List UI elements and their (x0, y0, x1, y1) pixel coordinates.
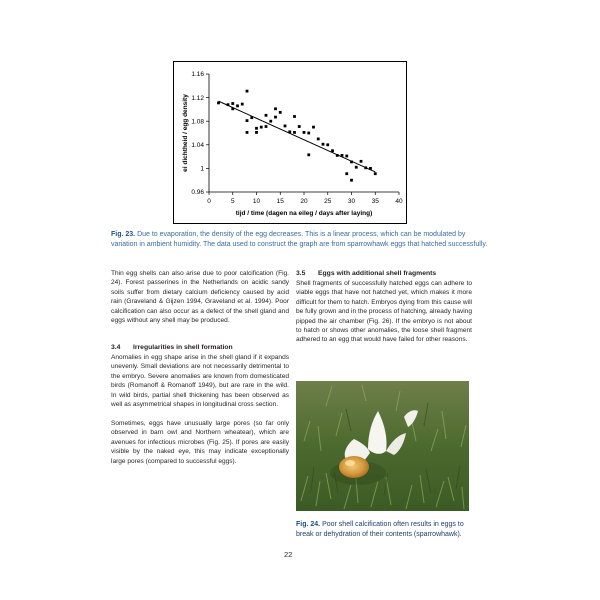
y-tick-label: 1.16 (191, 71, 204, 79)
data-point (317, 138, 320, 141)
data-point (374, 172, 377, 175)
data-point (231, 107, 234, 110)
data-point (274, 116, 277, 119)
figure-23-caption-text: Due to evaporation, the density of the egg decreases. This is a linear process, which can be modulated by variation in ambient humidity. The data used to construct the graph are from sparrowhawk eggs that hatched successfully. (111, 231, 488, 248)
data-point (255, 127, 258, 130)
data-point (355, 166, 358, 169)
data-point (331, 149, 334, 152)
data-point (265, 114, 268, 117)
figure-24-photo (296, 381, 469, 511)
x-tick-label: 30 (347, 198, 356, 205)
y-tick-label: 1 (200, 165, 204, 173)
data-point (260, 126, 263, 129)
data-point (312, 126, 315, 129)
data-point (322, 143, 325, 146)
page-number: 22 (284, 550, 293, 559)
density-scatter-plot (174, 62, 406, 223)
data-point (231, 102, 234, 105)
data-point (246, 131, 249, 134)
figure-23-chart (173, 61, 407, 224)
y-tick-label: 0.96 (191, 189, 204, 197)
data-point (284, 125, 287, 128)
y-tick-label: 1.08 (191, 118, 204, 126)
data-point (345, 155, 348, 158)
x-tick-label: 40 (395, 198, 403, 205)
data-point (274, 107, 277, 110)
data-point (269, 120, 272, 123)
data-point (307, 153, 310, 156)
x-tick-label: 5 (230, 198, 235, 205)
data-point (241, 103, 244, 106)
data-point (293, 115, 296, 118)
col2-paragraph-1: Shell fragments of successfully hatched eggs can adhere to viable eggs that have not hatched yet, which makes it more difficult for them to hatch. Embryos dying from this cause will be fully grown and in the process of hatching, already having pipped the air chamber (Fig. 26). If the embryo is not about to hatch or shows other anomalies, the loose shell fragment adhered to an egg that would have failed for other reasons. (296, 280, 472, 344)
figure-24-label: Fig. 24. (296, 521, 321, 528)
figure-23-caption (111, 230, 491, 250)
section-3-4-number: 3.4 (111, 344, 121, 351)
section-3-5-title: Eggs with additional shell fragments (318, 270, 437, 277)
data-point (360, 160, 363, 163)
section-3-5-heading (296, 269, 472, 278)
col1-paragraph-2: Anomalies in egg shape arise in the shell gland if it expands unevenly. Small deviations are not necessarily detrimental to the embryo. Severe anomalies are known from domesticated birds (Romanoff & Romanoff 1949), but are rare in the wild. In wild birds, partial shell thickening has been observed as well as asymmetrical shapes in longitudinal cross section. (111, 354, 289, 409)
x-tick-label: 0 (207, 198, 211, 205)
col1-paragraph-3: Sometimes, eggs have unusually large pores (so far only observed in barn owl and Northern wheatear), which are avenues for infectious microbes (Fig. 25). If pores are easily visible by the naked eye, this may indicate exceptionally large pores (compared to successful eggs). (111, 420, 289, 465)
data-point (236, 104, 239, 107)
data-point (345, 172, 348, 175)
section-3-4-heading (111, 343, 289, 352)
data-point (246, 90, 249, 93)
data-point (217, 102, 220, 105)
data-point (350, 161, 353, 164)
y-tick-label: 1.12 (191, 94, 204, 102)
x-tick-label: 10 (252, 198, 261, 205)
y-tick-label: 1.04 (191, 142, 204, 149)
data-point (350, 179, 353, 182)
x-axis-label: tijd / time (dagen na eileg / days after laying) (235, 210, 373, 217)
figure-24-caption-text: Poor shell calcification often results in eggs to break or dehydration of their contents (sparrowhawk). (296, 521, 464, 538)
data-point (307, 132, 310, 135)
figure-24-caption (296, 520, 474, 540)
broken-egg-on-grass-image (296, 381, 469, 511)
col1-paragraph-1: Thin egg shells can also arise due to poor calcification (Fig. 24). Forest passerines in the Netherlands on acidic sandy soils suffer from dietary calcium deficiency caused by acid rain (Graveland & Gijzen 1994, Graveland et al. 1994). Poor calcification can also occur as a defect of the shell gland and eggs without any shell may be produced. (111, 270, 289, 325)
data-point (288, 130, 291, 133)
data-point (326, 143, 329, 146)
data-point (246, 119, 249, 122)
y-axis-label: ei dichtheid / egg density (182, 94, 189, 172)
data-point (369, 167, 372, 170)
data-point (293, 131, 296, 134)
data-point (303, 131, 306, 134)
x-tick-label: 15 (276, 198, 284, 205)
data-point (341, 154, 344, 157)
data-point (298, 125, 301, 128)
data-point (364, 166, 367, 169)
section-3-4-title: Irregularities in shell formation (133, 344, 233, 351)
data-point (279, 111, 282, 114)
data-point (255, 131, 258, 134)
data-point (250, 116, 253, 119)
x-tick-label: 25 (324, 198, 332, 205)
data-point (227, 103, 230, 106)
figure-23-label: Fig. 23. (111, 231, 136, 238)
x-tick-label: 35 (371, 198, 379, 205)
data-point (265, 125, 268, 128)
data-point (336, 154, 339, 157)
x-tick-label: 20 (300, 198, 308, 205)
section-3-5-number: 3.5 (296, 270, 306, 277)
